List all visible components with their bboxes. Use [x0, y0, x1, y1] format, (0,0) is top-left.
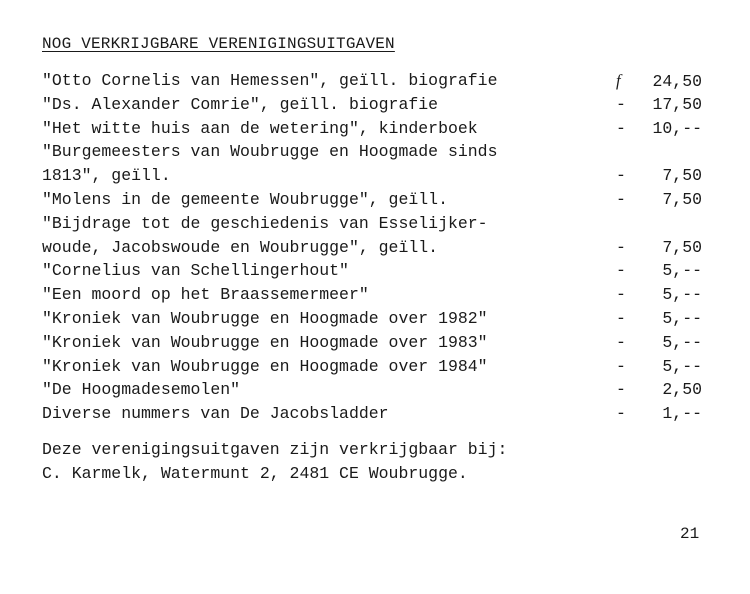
item-amount: 10,--	[652, 118, 702, 138]
list-item	[42, 378, 710, 402]
item-title: "Het witte huis aan de wetering", kinderboek	[42, 118, 478, 138]
dash-symbol: -	[616, 308, 626, 328]
dash-symbol: -	[616, 189, 626, 209]
dash-symbol: -	[616, 261, 626, 281]
list-item	[42, 402, 710, 426]
item-title: "Kroniek van Woubrugge en Hoogmade over 1983"	[42, 332, 488, 352]
list-item	[42, 355, 710, 379]
item-title: "Cornelius van Schellingerhout"	[42, 261, 349, 281]
item-price	[616, 93, 706, 117]
item-price	[616, 331, 706, 355]
availability-note	[42, 438, 507, 486]
dash-symbol: -	[616, 166, 626, 186]
item-amount: 5,--	[662, 261, 702, 281]
list-item	[42, 307, 710, 331]
publication-list	[42, 69, 710, 426]
item-amount: 5,--	[662, 285, 702, 305]
dash-symbol: -	[616, 332, 626, 352]
item-amount: 5,--	[662, 332, 702, 352]
item-price	[616, 378, 706, 402]
dash-symbol: -	[616, 118, 626, 138]
list-item	[42, 283, 710, 307]
list-item	[42, 236, 710, 260]
list-item	[42, 188, 710, 212]
availability-line: Deze verenigingsuitgaven zijn verkrijgbaar bij:	[42, 440, 508, 459]
dash-symbol: -	[616, 285, 626, 305]
item-price	[616, 188, 706, 212]
list-item	[42, 117, 710, 141]
list-item	[42, 69, 710, 93]
item-price	[616, 117, 706, 141]
item-title: "Molens in de gemeente Woubrugge", geïll.	[42, 189, 448, 209]
list-item	[42, 331, 710, 355]
item-amount: 17,50	[652, 94, 702, 114]
item-title: "Otto Cornelis van Hemessen", geïll. biografie	[42, 71, 498, 90]
item-amount: 7,50	[662, 237, 702, 257]
list-item	[42, 93, 710, 117]
item-price	[616, 283, 706, 307]
list-item	[42, 212, 710, 236]
item-amount: 2,50	[662, 380, 702, 400]
dash-symbol: -	[616, 356, 626, 376]
page-number: 21	[680, 525, 700, 543]
item-amount: 7,50	[662, 166, 702, 186]
item-title: "Burgemeesters van Woubrugge en Hoogmade sinds	[42, 142, 498, 162]
dash-symbol: -	[616, 404, 626, 424]
item-amount: 1,--	[662, 404, 702, 424]
item-price	[616, 69, 706, 94]
item-amount: 5,--	[662, 308, 702, 328]
item-title: "Bijdrage tot de geschiedenis van Esselijker-	[42, 213, 488, 233]
dash-symbol: -	[616, 94, 626, 114]
page-heading: NOG VERKRIJGBARE VERENIGINGSUITGAVEN	[42, 35, 395, 53]
item-price	[616, 355, 706, 379]
item-price	[616, 307, 706, 331]
item-price	[616, 164, 706, 188]
item-amount: 24,50	[652, 72, 702, 91]
florin-symbol: f	[616, 71, 621, 90]
item-title: 1813", geïll.	[42, 166, 171, 186]
item-title: "Kroniek van Woubrugge en Hoogmade over 1982"	[42, 308, 488, 328]
list-item	[42, 164, 710, 188]
item-amount: 5,--	[662, 356, 702, 376]
item-amount: 7,50	[662, 189, 702, 209]
dash-symbol: -	[616, 380, 626, 400]
item-title: "Een moord op het Braassemermeer"	[42, 285, 369, 305]
dash-symbol: -	[616, 237, 626, 257]
list-item	[42, 140, 710, 164]
item-title: "Ds. Alexander Comrie", geïll. biografie	[42, 94, 439, 114]
item-title: Diverse nummers van De Jacobsladder	[42, 404, 389, 424]
item-price	[616, 402, 706, 426]
item-title: "Kroniek van Woubrugge en Hoogmade over 1984"	[42, 356, 488, 376]
item-title: woude, Jacobswoude en Woubrugge", geïll.	[42, 237, 439, 257]
item-price	[616, 236, 706, 260]
address-line: C. Karmelk, Watermunt 2, 2481 CE Woubrugge.	[42, 464, 468, 483]
list-item	[42, 259, 710, 283]
item-title: "De Hoogmadesemolen"	[42, 380, 241, 400]
item-price	[616, 259, 706, 283]
